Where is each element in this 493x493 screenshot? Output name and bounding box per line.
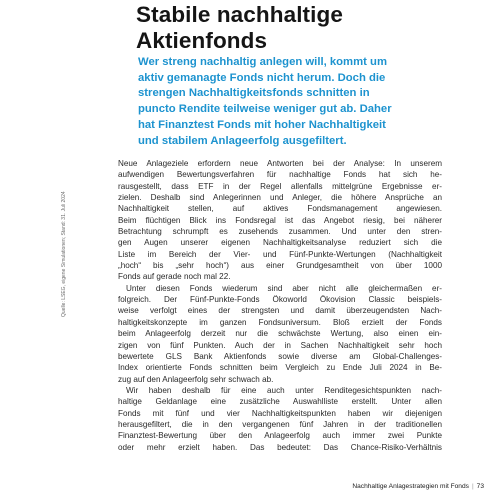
body-line: zigen von fünf Punkten. Auch der in Sachen Nachhaltigkeit sehr hoch [118,340,442,350]
body-line: folgreich. Der Fünf-Punkte-Fonds Ökoworld Ökovision Classic beispiels- [118,295,442,305]
body-text [118,158,442,453]
body-line: zug auf den Anlageerfolg sehr schwach ab. [118,374,274,384]
body-line: haltigkeitskonzepte im ganzen Fondsuniversum. Bloß erzielt der Fonds [118,317,442,327]
body-line: oder mehr erzielt haben. Das bedeutet: Das Chance-Risiko-Verhältnis [118,442,442,452]
body-line: Betrachtung schrumpft es zusehends zusammen. Und unter den stren- [118,227,442,237]
lead-line: aktiv gemanagte Fonds nicht herum. Doch die [138,71,386,84]
body-line: Index orientierte Fonds schnitten beim Vergleich zu Ende Juli 2024 in Be- [118,363,442,373]
title-line: Stabile nachhaltige [136,2,343,27]
body-line: Fonds auf gerade noch mal 22. [118,272,231,282]
source-note: Quelle: LSEG, eigene Simulationen; Stand: 31. Juli 2024 [61,191,67,317]
body-line: weise verfolgt eines der strengsten und damit überzeugendsten Nach- [118,306,442,316]
page-title [136,2,436,54]
body-line: Beim flüchtigen Blick ins Fondsregal ist das Angebot riesig, bei näherer [118,215,442,225]
title-line: Aktienfonds [136,28,268,53]
lead-line: hat Finanztest Fonds mit hoher Nachhaltigkeit [138,118,386,131]
body-line: Unter diesen Fonds wiederum sind aber nicht alle gleichermaßen er- [126,283,442,293]
lead-line: puncto Rendite teilweise weniger gut ab. Daher [138,103,392,116]
footer-separator: | [471,483,474,490]
footer-section-title: Nachhaltige Anlagestrategien mit Fonds [352,483,469,490]
page-footer [352,483,484,490]
lead-paragraph [138,55,438,149]
body-line: rausgestellt, dass ETF in der Regel allenfalls mittelgrüne Ergebnisse er- [118,181,442,191]
body-line: Finanztest-Bewertung über den Anlageerfolg auch immer zwei Punkte [118,431,442,441]
body-line: Neue Anlageziele erfordern neue Antworten bei der Analyse: In unserem [118,159,442,168]
body-line: „hoch“ bis „sehr hoch“) aus einer Grundgesamtheit von über 1000 [118,261,442,271]
body-line: bewertete GLS Bank Aktienfonds sowie diverse am Global-Challenges- [118,351,442,361]
body-line: Liste im Bereich der Vier- und Fünf-Punkte-Wertungen (Nachhaltigkeit [118,249,442,259]
body-line: gen Augen unserer eigenen Nachhaltigkeitsanalyse reduziert sich die [118,238,442,248]
lead-line: Wer streng nachhaltig anlegen will, kommt um [138,56,387,68]
lead-line: strengen Nachhaltigkeitsfonds schnitten in [138,87,370,100]
lead-line: und stabilem Anlageerfolg ausgefiltert. [138,134,347,147]
page-number: 73 [476,483,484,490]
body-line: zielen. Deshalb sind Anlegerinnen und Anleger, die höhere Ansprüche an [118,193,442,203]
body-line: Wir haben deshalb für eine auch unter Renditegesichtspunkten nach- [126,385,442,395]
body-line: Nachhaltigkeit stellen, auf aktives Fondsmanagement angewiesen. [118,204,442,214]
body-line: Fonds mit fünf und vier Nachhaltigkeitspunkten haben wir diejenigen [118,408,442,418]
body-line: haltige Geldanlage eine zusätzliche Auswahlliste erstellt. Unter allen [118,397,442,407]
body-line: aufwendigen Bewertungsverfahren für nachhaltige Fonds hat sich he- [118,170,442,180]
body-line: beim Anlageerfolg derzeit nur die schwächste Wertung, also einen ein- [118,329,442,339]
body-line: herausgefiltert, die in den vergangenen fünf Jahren in der traditionellen [118,419,442,429]
